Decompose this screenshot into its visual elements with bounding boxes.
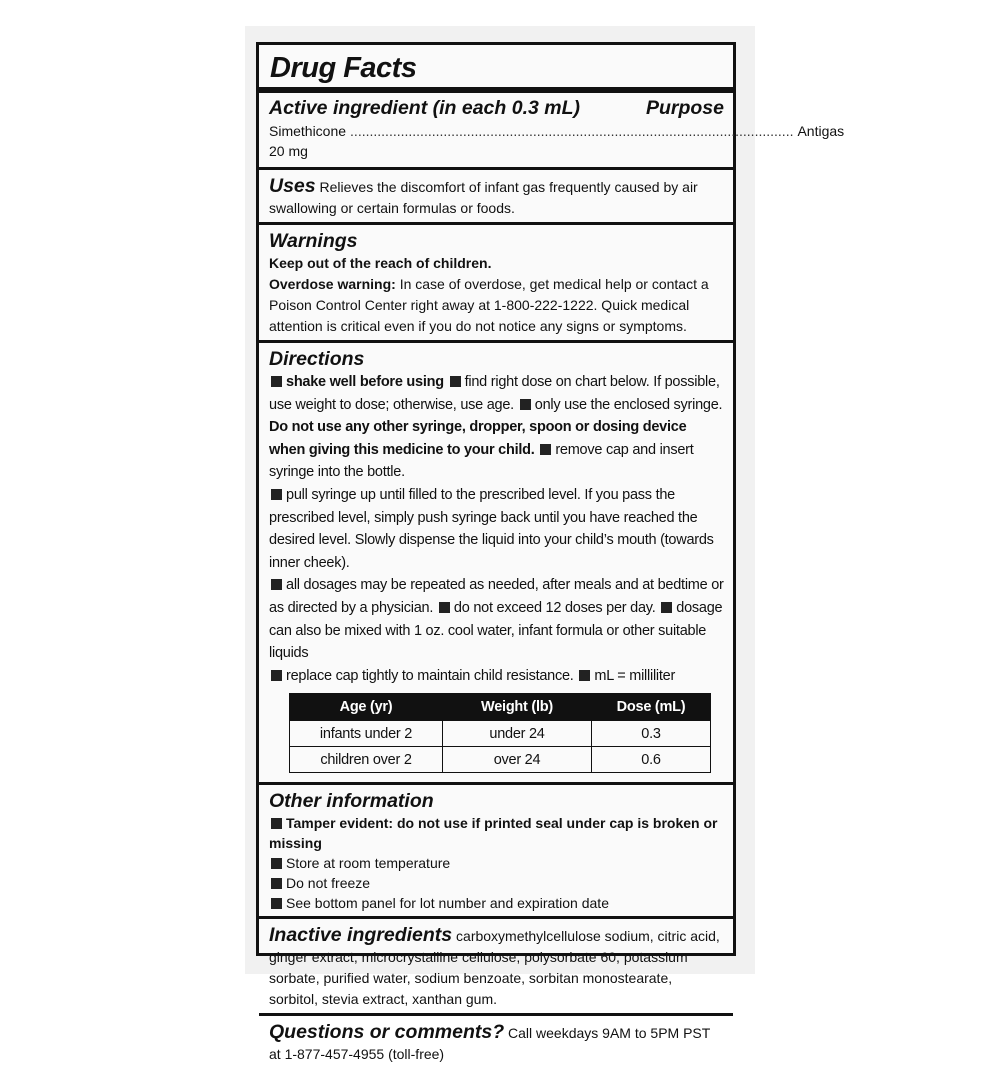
table-cell: under 24	[443, 721, 592, 747]
remove-cap-instruction: remove cap and insert syringe into the bottle.	[269, 441, 694, 481]
table-cell: over 24	[443, 747, 592, 773]
overdose-label: Overdose warning:	[269, 276, 396, 292]
table-header-row	[290, 694, 711, 721]
inactive-ingredients-section	[269, 919, 724, 1013]
warnings-section	[269, 225, 724, 340]
find-dose-instruction: find right dose on chart below. If possible, use weight to dose; otherwise, use age.	[269, 374, 720, 413]
divider	[259, 87, 733, 93]
directions-section	[269, 343, 724, 782]
shake-instruction: shake well before using	[286, 374, 444, 390]
bullet-icon	[520, 399, 531, 410]
ingredient-purpose: Antigas	[797, 123, 845, 139]
list-item: Tamper evident: do not use if printed seal under cap is broken or missing	[269, 815, 718, 852]
column-header-age: Age (yr)	[290, 694, 443, 721]
bullet-icon	[271, 858, 282, 869]
pull-syringe-instruction: pull syringe up until filled to the prescribed level. If you pass the prescribed level, simply push syringe back until you have reached the desired level. Slowly dispense the liquid into your child’s mouth (towards inner cheek).	[269, 486, 714, 571]
inactive-ingredients-heading: Inactive ingredients	[269, 924, 453, 947]
bullet-icon	[271, 670, 282, 681]
inactive-ingredients-text: carboxymethylcellulose sodium, citric acid, ginger extract, microcrystalline cellulose, polysorbate 60, potassium sorbate, purified water, sodium benzoate, sorbitan monostearate, sorbitol, stevia extract, xanthan gum.	[269, 928, 720, 1008]
enclosed-syringe-instruction: only use the enclosed syringe.	[534, 396, 723, 413]
active-ingredient-header	[269, 95, 724, 121]
column-header-dose: Dose (mL)	[592, 694, 711, 721]
column-header-weight: Weight (lb)	[443, 694, 592, 721]
active-ingredient-heading: Active ingredient (in each 0.3 mL)	[269, 97, 580, 119]
questions-text: Call weekdays 9AM to 5PM PST at 1-877-457-4955 (toll-free)	[269, 1025, 711, 1063]
uses-section	[269, 170, 724, 222]
bullet-icon	[579, 670, 590, 681]
questions-heading: Questions or comments?	[269, 1021, 505, 1044]
repeat-dosage-instruction: all dosages may be repeated as needed, after meals and at bedtime or as directed by a physician.	[269, 577, 724, 616]
list-item: See bottom panel for lot number and expiration date	[269, 893, 724, 913]
warnings-heading: Warnings	[269, 230, 358, 252]
questions-section	[269, 1016, 724, 1068]
bullet-icon	[271, 818, 282, 829]
keep-out-warning: Keep out of the reach of children.	[269, 255, 492, 271]
table-row	[290, 721, 711, 747]
list-item: Store at room temperature	[269, 853, 724, 873]
bullet-icon	[271, 376, 282, 387]
leader-dots: ..................................................................................................................	[350, 123, 794, 139]
bullet-icon	[271, 489, 282, 500]
mix-instruction: dosage can also be mixed with 1 oz. cool water, infant formula or other suitable liquids	[269, 599, 723, 662]
page-title: Drug Facts	[270, 52, 417, 84]
directions-heading: Directions	[269, 348, 365, 370]
table-cell: 0.3	[592, 721, 711, 747]
bullet-icon	[540, 444, 551, 455]
list-item: Do not freeze	[269, 873, 724, 893]
other-information-heading: Other information	[269, 790, 434, 813]
drug-facts-label	[256, 42, 845, 1063]
uses-heading: Uses	[269, 175, 316, 197]
bullet-icon	[271, 878, 282, 889]
ingredient-name: Simethicone 20 mg	[269, 123, 347, 159]
table-row	[290, 747, 711, 773]
overdose-text: In case of overdose, get medical help or contact a Poison Control Center right away at 1-800-222-1222. Quick medical attention is critical even if you do not notice any signs or symptoms.	[269, 276, 709, 334]
active-ingredient-row	[269, 121, 845, 161]
dosage-table	[289, 693, 711, 773]
uses-text: Relieves the discomfort of infant gas frequently caused by air swallowing or certain formulas or foods.	[269, 179, 698, 216]
bullet-icon	[271, 898, 282, 909]
table-cell: 0.6	[592, 747, 711, 773]
table-cell: infants under 2	[290, 721, 443, 747]
do-not-use-warning: Do not use any other syringe, dropper, spoon or dosing device when giving this medicine to your child.	[269, 419, 687, 458]
max-dose-instruction: do not exceed 12 doses per day.	[453, 599, 656, 616]
replace-cap-instruction: replace cap tightly to maintain child resistance.	[286, 667, 574, 684]
purpose-heading: Purpose	[645, 97, 724, 119]
ml-definition: mL = milliliter	[594, 667, 676, 684]
bullet-icon	[439, 602, 450, 613]
bullet-icon	[271, 579, 282, 590]
bullet-icon	[661, 602, 672, 613]
bullet-icon	[450, 376, 461, 387]
other-information-section	[269, 785, 724, 916]
directions-text	[269, 371, 724, 687]
table-cell: children over 2	[290, 747, 443, 773]
